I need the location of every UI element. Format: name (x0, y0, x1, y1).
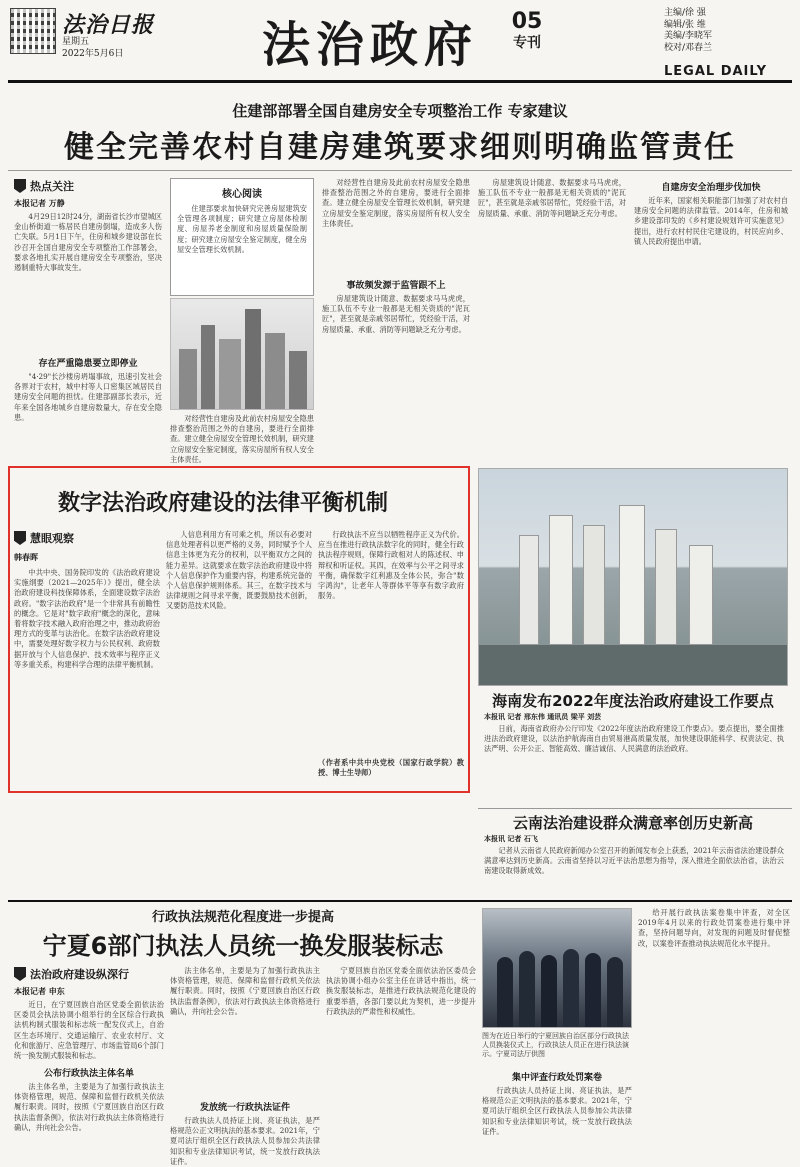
red-box-col-1: 中共中央、国务院印发的《法治政府建设实施纲要（2021—2025年）》提出，健全法治政府建设科技保障体系，全面建设数字法治政府。"数字法治政府"是一个非常具有前瞻性的概念。它是对"数字政府"概念的深化，意味着将数字技术融入政府治理之中，推动政府治理方式的变革与法治化。在数字法治政府建设中，需要处理好数字权力与公民权利、政府数据开放与个人信息保护、技术效率与程序正义等多重关系，构建科学合理的法律平衡机制。 (14, 568, 160, 669)
editor-line: 主编/徐 强 (664, 8, 706, 18)
lead-rule (8, 170, 792, 171)
tag-flag-icon (14, 179, 26, 193)
weekday: 星期五 (62, 37, 90, 47)
bottom-col-2b: 行政执法人员持证上岗、亮证执法，是严格规范公正文明执法的基本要求。2021年，宁夏司法厅组织全区行政执法人员参加公共法律知识和专业法律知识考试，统一发放行政执法证件。 (170, 1116, 320, 1166)
paper-name: 法治日报 (62, 12, 155, 38)
section-title: 法治政府 (262, 17, 479, 73)
page-label: 专刊 (513, 35, 541, 51)
hainan-text: 日前，海南省政府办公厅印发《2022年度法治政府建设工作要点》。要点提出，要全面推进法治政府建设，以法治护航海南自由贸易港高质量发展，加快建设职能科学、权责法定、执法严明、公开公正、智能高效、廉洁诚信、人民满意的法治政府。 (484, 724, 784, 754)
bottom-col-1b: 法主体名单，主要是为了加强行政执法主体资格管理，规范、保障和监督行政机关依法履行职责。同时，按照《宁夏回族自治区行政执法监督条例》，依法对行政执法主体资格进行确认，并向社会公告。 (14, 1082, 164, 1132)
lead-headline: 健全完善农村自建房建筑要求细则明确监管责任 (64, 130, 736, 165)
red-box-tag (14, 530, 74, 546)
lead-col-2: "4·29"长沙楼房坍塌事故，迅速引发社会各界对于农村，城中村等人口密集区域居民自建房安全问题的担忧。住建部副部长表示，近年来全国各地城乡自建房数量大，存在安全隐患。 (14, 372, 162, 422)
qr-code-icon (10, 8, 56, 54)
hainan-headline: 海南发布2022年度法治政府建设工作要点 (492, 692, 774, 710)
lead-col-3-cont: 对经营性自建房及此前农村房屋安全隐患排查整治范围之外的自建房，要进行全面排查。建立健全房屋安全管理长效机制，研究建立房屋安全鉴定制度，落实房屋所有权人安全主体责任。 (170, 414, 314, 464)
ningxia-photo-caption: 图为在近日举行的宁夏回族自治区部分行政执法人员换装仪式上，行政执法人员正在进行执法演示。宁夏司法厅供图 (482, 1032, 629, 1058)
lead-col-6: 近年来，国家相关职能部门加强了对农村自建房安全问题的法律监管。2014年，住房和城乡建设部印发的《乡村建设规划许可实施意见》提出，进行农村村民住宅建设的，村民应向乡、镇人民政府提出申请。 (634, 196, 788, 246)
editor-line: 美编/李晓军 (664, 31, 713, 41)
lead-col-1: 4月29日12时24分，湖南省长沙市望城区金山桥街道一栋居民自建房倒塌，造成多人伤亡失联。5月1日下午，住房和城乡建设部在长沙召开全国自建房安全专项整治工作部署会，要求各地扎实开展自建房安全专项整治，坚决遏制重特大事故发生。 (14, 212, 162, 273)
editors-list (664, 8, 712, 54)
red-box-col-3: 行政执法不应当以牺牲程序正义为代价。应当在推进行政执法数字化的同时，健全行政执法程序规则，保障行政相对人的陈述权、申辩权和听证权。其四，在效率与公平之间寻求平衡，确保数字红利惠及全体公民，弥合"数字鸿沟"，让老年人等群体平等享有数字政府服务。 (318, 530, 464, 601)
lead-col-4: 房屋建筑设计随意、数据要求马马虎虎，施工队伍不专业一般都是无相关资质的"泥瓦匠"，甚至就是亲戚邻居帮忙，凭经验干活，对房屋质量、承重、消防等问题缺乏充分考虑。 (322, 294, 470, 334)
lead-byline: 本报记者 万静 (14, 199, 65, 208)
core-reading-title: 核心阅读 (222, 189, 262, 200)
core-reading-box (170, 178, 314, 296)
red-box-headline: 数字法治政府建设的法律平衡机制 (58, 491, 389, 516)
lead-subhead-2: 事故频发源于监管跟不上 (346, 281, 446, 291)
bottom-tag-label: 法治政府建设纵深行 (30, 968, 129, 981)
author-note: （作者系中共中央党校（国家行政学院）教授、博士生导师） (318, 758, 464, 778)
lead-col-3: 对经营性自建房及此前农村房屋安全隐患排查整治范围之外的自建房，要进行全面排查。建立健全房屋安全管理长效机制，研究建立房屋安全鉴定制度，落实房屋所有权人安全主体责任。 (322, 178, 470, 228)
bottom-headline: 宁夏6部门执法人员统一换发服装标志 (42, 932, 444, 960)
tag-flag-icon (14, 531, 26, 545)
page-number: 05 (511, 9, 543, 34)
bottom-subhead-2: 发放统一行政执法证件 (199, 1103, 290, 1113)
brand-en: LEGAL DAILY (664, 64, 768, 79)
editor-line: 编辑/张 维 (664, 19, 706, 30)
issue-date: 2022年5月6日 (62, 49, 124, 59)
bottom-col-3: 宁夏回族自治区党委全面依法治区委员会执法协调小组办公室主任在讲话中指出，统一换发服装标志，是推进行政执法规范化建设的重要举措，各部门要以此为契机，进一步提升行政执法的严肃性和权威性。 (326, 966, 476, 1016)
masthead-rule (8, 80, 792, 83)
editor-line: 校对/邓春兰 (664, 42, 713, 53)
bottom-tag (14, 966, 129, 982)
yunnan-headline: 云南法治建设群众满意率创历史新高 (512, 814, 753, 832)
lead-col-5: 房屋建筑设计随意、数据要求马马虎虎，施工队伍不专业一般都是无相关资质的"泥瓦匠"，甚至就是亲戚邻居帮忙，凭经验干活，对房屋质量、承重、消防等问题缺乏充分考虑。 (478, 178, 626, 218)
bottom-col-2: 法主体名单，主要是为了加强行政执法主体资格管理，规范、保障和监督行政机关依法履行职责。同时，按照《宁夏回族自治区行政执法监督条例》，依法对行政执法主体资格进行确认，并向社会公告。 (170, 966, 320, 1016)
red-box-col-2: 人信息利用方有可乘之机，所以有必要对信息处理者科以更严格的义务，同时赋予个人信息主体更为充分的权利，以平衡双方之间的能力差异。这就要求在数字法治政府建设中将个人信息保护作为重要内容，构建系统完备的个人信息保护规则体系。其三，在数字技术与法律规则之间寻求平衡，既要鼓励技术创新，又要防范技术风险。 (166, 530, 312, 611)
ningxia-photo (482, 908, 632, 1028)
bottom-byline: 本报记者 申东 (14, 987, 65, 996)
lead-tag-label: 热点关注 (30, 180, 74, 193)
lead-subhead-3: 自建房安全治理步伐加快 (661, 183, 761, 193)
lead-tag (14, 178, 74, 194)
yunnan-byline: 本报讯 记者 石飞 (484, 835, 538, 843)
tag-flag-icon (14, 967, 26, 981)
lead-subhead-1: 存在严重隐患要立即停业 (38, 359, 138, 369)
bottom-col-4: 行政执法人员持证上岗、亮证执法，是严格规范公正文明执法的基本要求。2021年，宁夏司法厅组织全区行政执法人员参加公共法律知识和专业法律知识考试，统一发放行政执法证件。 (482, 1086, 632, 1136)
page-badge (508, 10, 546, 52)
bottom-col-5: 给开展行政执法案卷集中评查，对全区2019年4月以来的行政处罚案卷进行集中评查，坚持问题导向，对发现的问题及时督促整改，以案卷评查推动执法规范化水平提升。 (638, 908, 790, 948)
core-reading-text: 住建部要求加快研究完善房屋建筑安全管理各项制度；研究建立房屋体检制度、房屋养老金制度和房屋质量保险制度；研究建立房屋安全鉴定制度，健全房屋安全管理长效机制。 (177, 204, 307, 254)
bottom-rule (8, 900, 792, 902)
red-box-tag-label: 慧眼观察 (30, 532, 74, 545)
hainan-byline: 本报讯 记者 邢东伟 通讯员 梁平 刘芸 (484, 713, 602, 721)
bottom-col-1: 近日，在宁夏回族自治区党委全面依法治区委员会执法协调小组举行的全区综合行政执法机构制式服装和标志统一配发仪式上，自治区生态环境厅、交通运输厅、农业农村厅、文化和旅游厅、应急管理厅、市场监管局6个部门统一换发制式服装和标志。 (14, 1000, 164, 1061)
issue-meta (62, 36, 123, 60)
hainan-photo (478, 468, 788, 686)
bottom-subhead-3: 集中评查行政处罚案卷 (511, 1073, 602, 1083)
red-box-byline: 韩春晖 (14, 553, 38, 562)
bottom-kicker: 行政执法规范化程度进一步提高 (151, 910, 334, 925)
divider (478, 808, 792, 809)
lead-kicker: 住建部部署全国自建房安全专项整治工作 专家建议 (232, 102, 568, 120)
city-illustration (170, 298, 314, 410)
yunnan-text: 记者从云南省人民政府新闻办公室召开的新闻发布会上获悉，2021年云南省法治建设群众满意率达到历史新高。云南省坚持以习近平法治思想为指导，深入推进全面依法治省，法治云南建设取得新成效。 (484, 846, 784, 876)
bottom-subhead-1: 公布行政执法主体名单 (43, 1069, 134, 1079)
